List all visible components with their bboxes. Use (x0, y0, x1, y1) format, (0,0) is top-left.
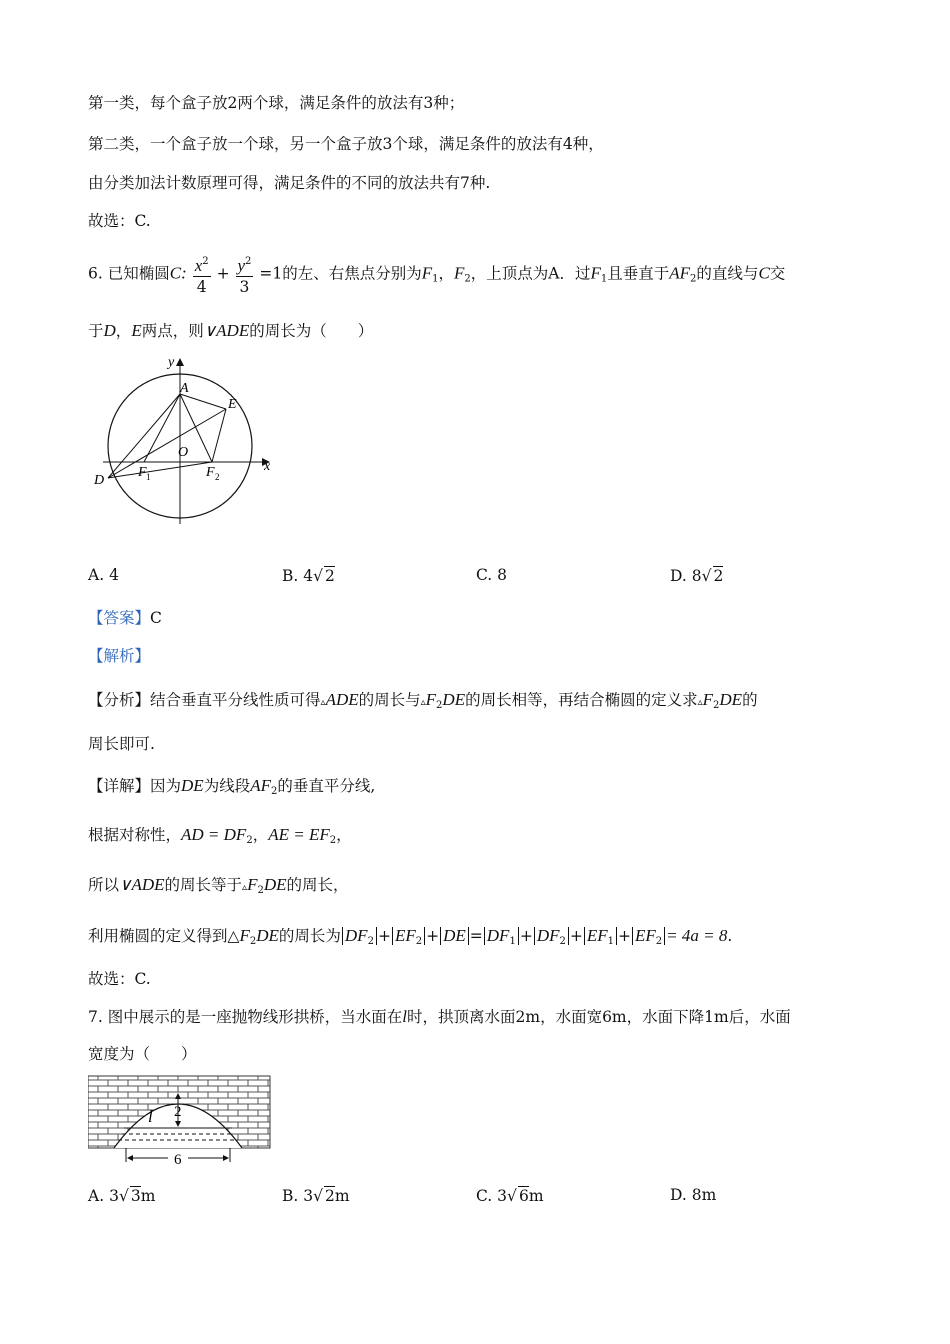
svg-text:D: D (94, 473, 105, 488)
svg-text:E: E (228, 397, 237, 412)
svg-text:2: 2 (215, 472, 220, 482)
segment-F1A (144, 394, 180, 462)
q6-option-c[interactable]: C. 8 (476, 566, 508, 584)
segment-DF2 (108, 462, 212, 478)
svg-text:l: l (148, 1107, 153, 1126)
so-line: 所以∨ADE的周长等于$▵F_2DE$的周长， (88, 875, 349, 896)
svg-text:F: F (206, 465, 215, 480)
q6-stem-line1: 6. 已知椭圆C: $\frac{x^2}{4}$ + $\frac{y^2}{3}$ =1的左、右焦点分别为$F_1$，$F_2$，上顶点为A．过$F_1$且垂直于$AF_2$的直线与C交 (88, 252, 785, 297)
final-choice: 故选：C. (88, 970, 151, 988)
svg-text:y: y (168, 355, 175, 370)
xiangjie-line: 【详解】因为DE为线段$AF_2$的垂直平分线, (88, 776, 376, 797)
segment-EF2 (212, 409, 226, 462)
text-line: 由分类加法计数原理可得，满足条件的不同的放法共有7种. (88, 174, 491, 192)
q7-stem-line2: 宽度为（ ） (88, 1045, 197, 1063)
fraction-x2-4: $\frac{x^2}{4}$ (193, 252, 211, 297)
svg-text:2: 2 (174, 1104, 182, 1120)
text-line: 第一类，每个盒子放2两个球，满足条件的放法有3种； (88, 94, 465, 112)
q7-option-b[interactable]: B. 3√ 2m (282, 1187, 350, 1205)
answer-line: 【答案】C (88, 609, 162, 627)
question-number: 6. (88, 264, 103, 283)
analysis-tag: 【解析】 (88, 647, 151, 665)
svg-text:x: x (264, 459, 271, 474)
text-line: 故选：C. (88, 212, 151, 230)
q6-stem-line2: 于D，E两点，则∨ADE的周长为（ ） (88, 321, 374, 340)
svg-text:F: F (138, 465, 147, 480)
fraction-y2-3: $\frac{y^2}{3}$ (236, 252, 254, 297)
q7-option-d[interactable]: D. 8m (670, 1186, 717, 1204)
answer-tag: 【答案】 (88, 609, 151, 627)
definition-line: 利用椭圆的定义得到$\triangle F_2DE$的周长为 $DF_2 + EF_2$ + DE = $DF_1 + DF_2 + EF_1 + EF_2 = 4a = 8$. (88, 926, 733, 947)
fenxi-line2: 周长即可. (88, 735, 155, 753)
svg-text:6: 6 (174, 1152, 182, 1168)
fenxi-line1: 【分析】结合垂直平分线性质可得▵ADE的周长与$▵F_2DE$的周长相等，再结合椭圆的定义求$▵F_2DE$的 (88, 690, 758, 711)
q6-option-b[interactable]: B. 4√ 2 (282, 567, 335, 585)
ellipse-figure (88, 352, 288, 532)
q7-option-a[interactable]: A. 3√ 3m (88, 1187, 156, 1205)
q7-stem-line1: 7. 图中展示的是一座抛物线形拱桥，当水面在l时，拱顶离水面2m，水面宽6m，水面下降1m后，水面 (88, 1007, 791, 1026)
symmetry-line: 根据对称性，AD = $DF_2$，AE = $EF_2$， (88, 825, 352, 846)
segment-AE (180, 394, 226, 409)
svg-text:1: 1 (146, 472, 151, 482)
svg-text:A: A (180, 381, 189, 396)
q7-option-c[interactable]: C. 3√ 6m (476, 1187, 544, 1205)
q6-option-d[interactable]: D. 8√ 2 (670, 567, 724, 585)
q6-option-a[interactable]: A. 4 (88, 566, 119, 584)
bridge-figure (88, 1074, 272, 1170)
text-line: 第二类，一个盒子放一个球，另一个盒子放3个球，满足条件的放法有4种， (88, 135, 604, 153)
svg-text:O: O (178, 445, 189, 460)
